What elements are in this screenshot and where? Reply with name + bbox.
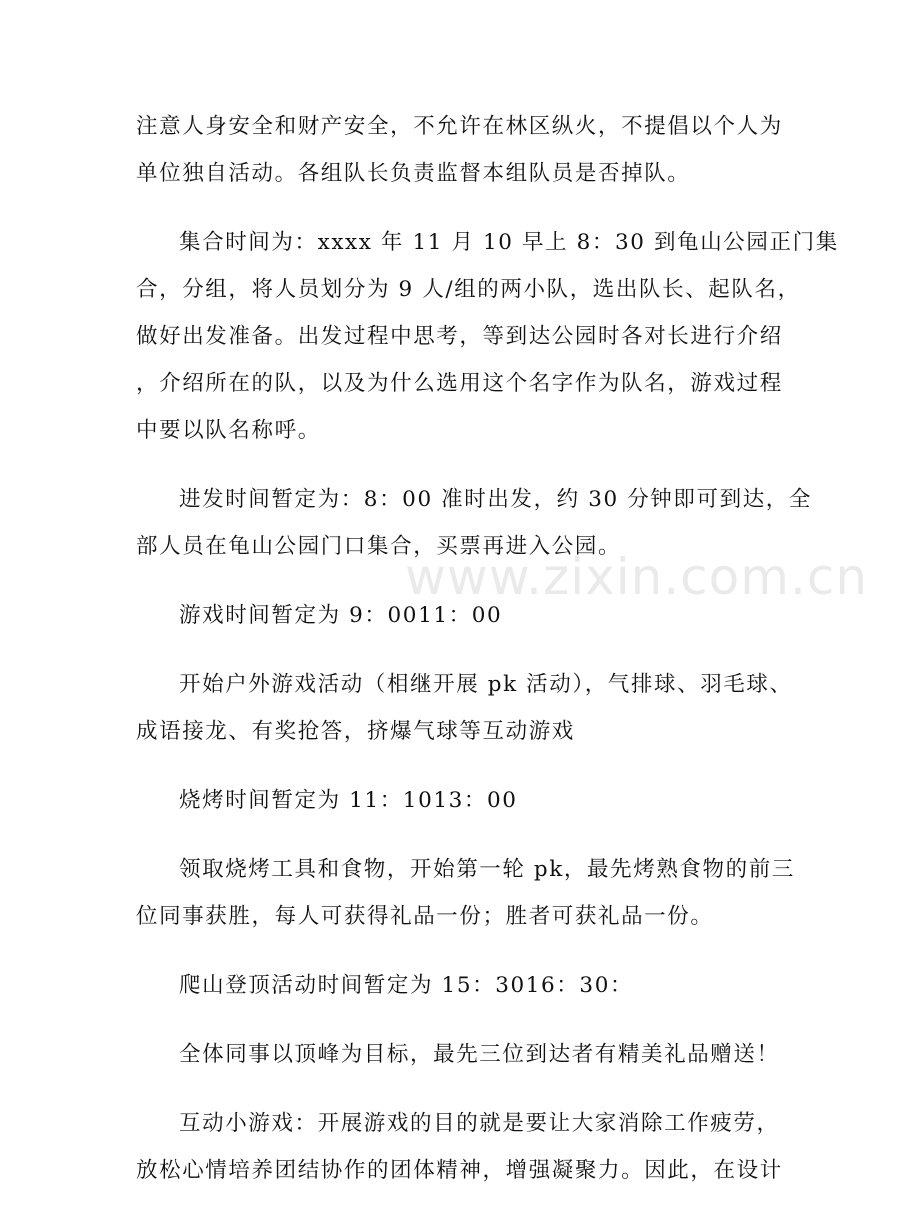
text-line: 合，分组，将人员划分为 9 人/组的两小队，选出队长、起队名， bbox=[136, 277, 801, 302]
paragraph bbox=[136, 846, 796, 940]
text-line: 注意人身安全和财产安全，不允许在林区纵火，不提倡以个人为 bbox=[136, 114, 783, 139]
text-line: 部人员在龟山公园门口集合，买票再进入公园。 bbox=[136, 534, 622, 559]
text-line: 全体同事以顶峰为目标，最先三位到达者有精美礼品赠送！ bbox=[179, 1042, 780, 1067]
paragraph bbox=[136, 103, 796, 197]
text-line: 位同事获胜，每人可获得礼品一份；胜者可获礼品一份。 bbox=[136, 904, 714, 929]
text-line: 领取烧烤工具和食物，开始第一轮 pk，最先烤熟食物的前三 bbox=[179, 857, 795, 882]
text-line: 游戏时间暂定为 9：0011：00 bbox=[179, 603, 503, 628]
paragraph bbox=[136, 592, 796, 639]
text-line: 放松心情培养团结协作的团体精神，增强凝聚力。因此，在设计 bbox=[136, 1158, 783, 1183]
text-line: 单位独自活动。各组队长负责监督本组队员是否掉队。 bbox=[136, 161, 691, 186]
text-line: 成语接龙、有奖抢答，挤爆气球等互动游戏 bbox=[136, 719, 575, 744]
paragraph bbox=[136, 476, 812, 570]
paragraph bbox=[136, 777, 796, 824]
paragraph bbox=[136, 962, 796, 1009]
document-body bbox=[136, 103, 839, 1216]
text-line: 烧烤时间暂定为 11：1013：00 bbox=[179, 788, 518, 813]
text-line: 集合时间为：xxxx 年 11 月 10 早上 8：30 到龟山公园正门集 bbox=[179, 230, 839, 255]
text-line: 中要以队名称呼。 bbox=[136, 418, 321, 443]
paragraph bbox=[136, 219, 839, 454]
text-line: 爬山登顶活动时间暂定为 15：3016：30： bbox=[179, 973, 634, 998]
text-line: ，介绍所在的队，以及为什么选用这个名字作为队名，游戏过程 bbox=[136, 371, 783, 396]
paragraph bbox=[136, 1100, 796, 1194]
watermark: www.zixin.com.cn bbox=[405, 548, 869, 606]
text-line: 开始户外游戏活动（相继开展 pk 活动），气排球、羽毛球、 bbox=[179, 672, 793, 697]
paragraph bbox=[136, 661, 796, 755]
paragraph bbox=[136, 1031, 796, 1078]
text-line: 做好出发准备。出发过程中思考，等到达公园时各对长进行介绍 bbox=[136, 324, 783, 349]
text-line: 进发时间暂定为：8：00 准时出发，约 30 分钟即可到达，全 bbox=[179, 487, 812, 512]
text-line: 互动小游戏：开展游戏的目的就是要让大家消除工作疲劳， bbox=[179, 1111, 780, 1136]
